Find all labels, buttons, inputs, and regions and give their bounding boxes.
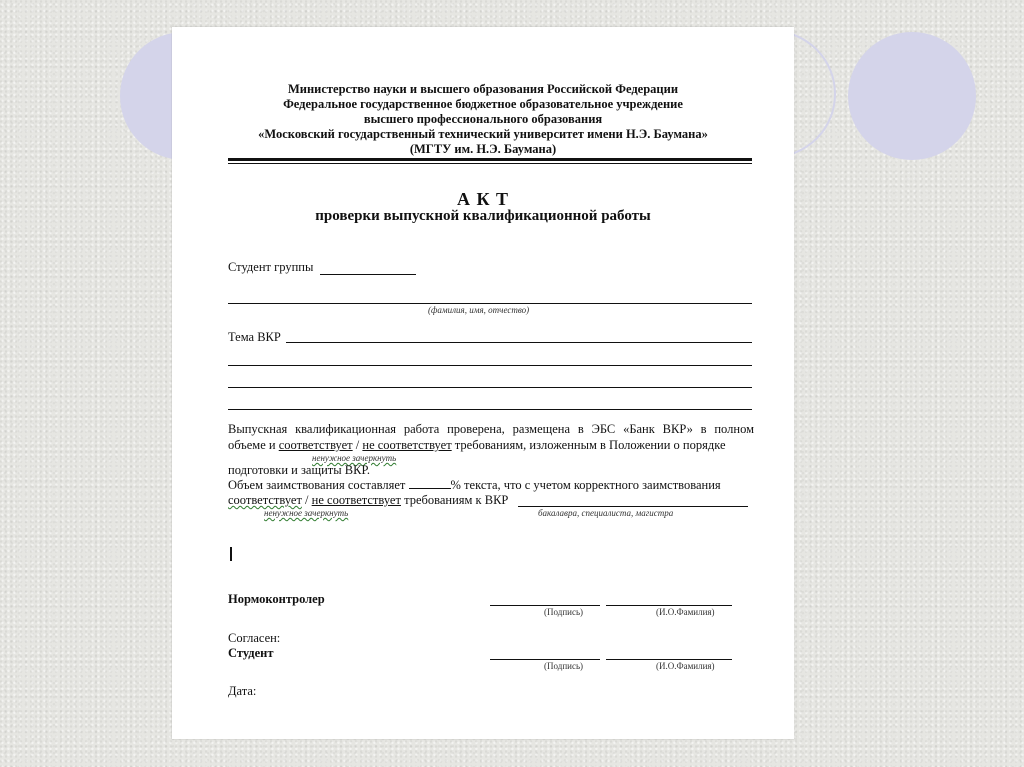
topic-field-line-1[interactable] — [286, 342, 752, 343]
paragraph-2-text-a: Объем заимствования составляет — [228, 478, 406, 492]
normocontroller-name-field[interactable] — [606, 605, 732, 606]
header-university-name: «Московский государственный технический университет имени Н.Э. Баумана» — [258, 127, 708, 141]
paragraph-1-line-2 — [228, 438, 726, 453]
degree-hint: бакалавра, специалиста, магистра — [538, 508, 674, 518]
student-name-field[interactable] — [228, 303, 752, 304]
paragraph-2-line-1 — [228, 478, 721, 493]
paragraph-1-line-1: Выпускная квалификационная работа проверена, размещена в ЭБС «Банк ВКР» в полном — [228, 422, 754, 436]
student-signature-field[interactable] — [490, 659, 600, 660]
topic-field-line-4[interactable] — [228, 409, 752, 410]
option-complies-1: соответствует — [278, 438, 353, 452]
date-label: Дата: — [228, 684, 257, 698]
normocontroller-label: Нормоконтролер — [228, 592, 325, 606]
paragraph-2-text-b: % текста, что с учетом корректного заимствования — [450, 478, 721, 492]
agreed-label: Согласен: — [228, 631, 281, 645]
student-label: Студент — [228, 646, 274, 660]
document-title: А К Т — [456, 189, 510, 209]
header-institution-type: Федеральное государственное бюджетное образовательное учреждение — [283, 97, 683, 111]
header-rule-thin — [228, 163, 752, 164]
option-complies-2: соответствует — [228, 493, 302, 507]
student-name-hint: (фамилия, имя, отчество) — [428, 305, 530, 315]
topic-field-line-3[interactable] — [228, 387, 752, 388]
option-not-complies-2: не соответствует — [311, 493, 401, 507]
normocontroller-signature-hint: (Подпись) — [544, 607, 584, 617]
strike-hint-1: ненужное зачеркнуть — [312, 453, 397, 463]
degree-field[interactable] — [518, 506, 748, 507]
student-name-hint: (И.О.Фамилия) — [656, 661, 715, 671]
header-education-level: высшего профессионального образования — [363, 112, 603, 126]
topic-label: Тема ВКР — [228, 330, 281, 344]
paragraph-1-text-b: требованиям, изложенным в Положении о порядке — [454, 438, 726, 452]
borrowing-percent-field[interactable] — [409, 478, 451, 489]
student-group-field[interactable] — [320, 274, 416, 275]
student-group-label: Студент группы — [228, 260, 314, 274]
student-signature-hint: (Подпись) — [544, 661, 584, 671]
decor-circle-right — [848, 32, 976, 160]
student-name-field-2[interactable] — [606, 659, 732, 660]
paragraph-2-line-2 — [228, 493, 508, 508]
paragraph-1-line-3: подготовки и защиты ВКР. — [228, 463, 370, 477]
normocontroller-name-hint: (И.О.Фамилия) — [656, 607, 715, 617]
text-cursor — [230, 547, 232, 561]
topic-field-line-2[interactable] — [228, 365, 752, 366]
paragraph-2-text-b2: требованиям к ВКР — [404, 493, 509, 507]
header-ministry: Министерство науки и высшего образования Российской Федерации — [287, 82, 679, 96]
option-slash-2: / — [301, 493, 312, 507]
paragraph-1-text-a: объеме и — [228, 438, 276, 452]
normocontroller-signature-field[interactable] — [490, 605, 600, 606]
strike-hint-2: ненужное зачеркнуть — [264, 508, 349, 518]
option-not-complies-1: не соответствует — [362, 438, 452, 452]
option-slash-1: / — [352, 438, 363, 452]
document-page — [172, 27, 794, 739]
header-rule-thick — [228, 158, 752, 161]
document-subtitle: проверки выпускной квалификационной работы — [315, 208, 651, 224]
header-university-abbr: (МГТУ им. Н.Э. Баумана) — [409, 142, 557, 156]
